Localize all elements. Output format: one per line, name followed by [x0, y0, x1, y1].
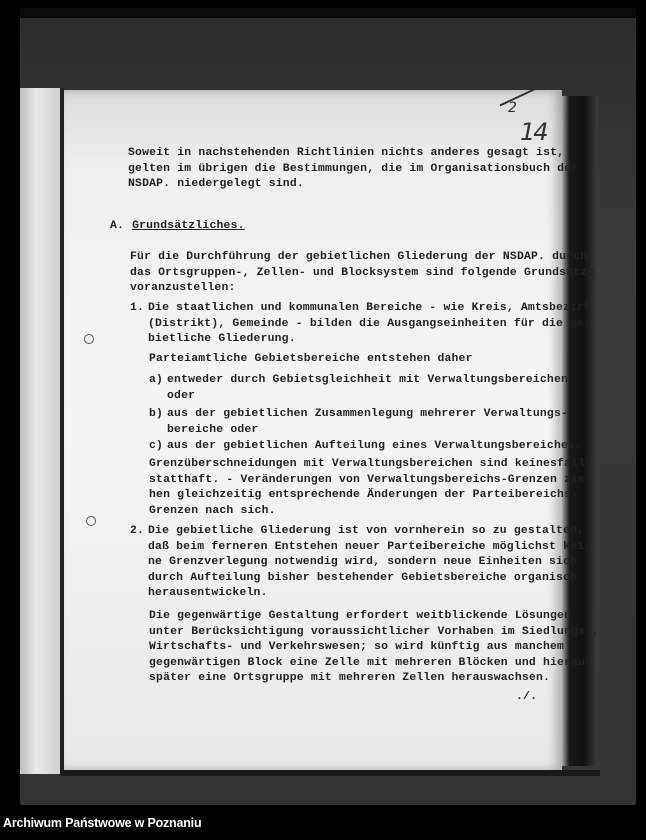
- continuation-mark: ./.: [516, 691, 538, 703]
- page-bottom-shadow: [60, 770, 600, 776]
- section-title: Grundsätzliches.: [132, 220, 245, 232]
- scan-top-edge: [20, 8, 636, 18]
- text-line: herausentwickeln.: [148, 587, 268, 599]
- subitem-label: c): [149, 440, 164, 452]
- item-number: 2.: [130, 525, 145, 537]
- text-line: gegenwärtigen Block eine Zelle mit mehreren Blöcken und hieraus: [149, 656, 593, 669]
- text-line: oder: [167, 389, 196, 402]
- item-1-closing-paragraph: [149, 457, 592, 519]
- text-line: Soweit in nachstehenden Richtlinien nichts anderes gesagt ist,: [128, 147, 565, 159]
- intro-paragraph: [128, 146, 578, 193]
- text-line: Grenzen nach sich.: [149, 504, 276, 517]
- text-line: gelten im übrigen die Bestimmungen, die im Organisationsbuch der: [128, 162, 579, 175]
- text-line: Die staatlichen und kommunalen Bereiche - wie Kreis, Amtsbezirk: [148, 302, 592, 314]
- text-line: später eine Ortsgruppe mit mehreren Zellen herauswachsen.: [149, 672, 551, 684]
- text-line: bereiche oder: [167, 423, 259, 436]
- subitem-label: b): [149, 408, 164, 420]
- item-2-closing-paragraph: [149, 609, 599, 687]
- binding-strip: [20, 88, 60, 774]
- paragraph-1: [130, 250, 594, 297]
- punch-hole-mark: [86, 516, 96, 526]
- text-line: bietliche Gliederung.: [148, 333, 296, 345]
- text-line: durch Aufteilung bisher bestehender Gebietsbereiche organisch: [148, 571, 578, 584]
- subitem-label: a): [149, 374, 164, 386]
- text-line: Wirtschafts- und Verkehrswesen; so wird künftig aus manchem: [149, 641, 565, 653]
- folio-old-number: 2: [508, 100, 517, 116]
- text-line: voranzustellen:: [130, 282, 236, 294]
- text-line: daß beim ferneren Entstehen neuer Parteibereiche möglichst kei-: [148, 540, 592, 553]
- text-line: aus der gebietlichen Aufteilung eines Verwaltungsbereiches.: [167, 440, 583, 452]
- subitems-intro: Parteiamtliche Gebietsbereiche entstehen daher: [149, 353, 473, 365]
- folio-new-number: 14: [520, 118, 547, 146]
- text-line: statthaft. - Veränderungen von Verwaltungsbereichs-Grenzen zie-: [149, 473, 593, 486]
- section-letter: A.: [110, 220, 125, 232]
- text-line: das Ortsgruppen-, Zellen- und Blocksystem sind folgende Grundsätze: [130, 266, 595, 279]
- section-heading: [110, 219, 245, 235]
- punch-hole-mark: [84, 334, 94, 344]
- text-line: hen gleichzeitig entsprechende Änderungen der Parteibereichs-: [149, 489, 579, 501]
- text-line: unter Berücksichtigung voraussichtlicher Vorhaben im Siedlungs-,: [149, 625, 600, 638]
- text-line: aus der gebietlichen Zusammenlegung mehrerer Verwaltungs-: [167, 408, 569, 420]
- archive-footer-label: Archiwum Państwowe w Poznaniu: [3, 816, 202, 830]
- item-number: 1.: [130, 302, 145, 314]
- text-line: NSDAP. niedergelegt sind.: [128, 178, 304, 190]
- text-line: Für die Durchführung der gebietlichen Gliederung der NSDAP. durch: [130, 251, 588, 263]
- text-line: Die gebietliche Gliederung ist von vornherein so zu gestalten,: [148, 525, 585, 537]
- text-line: Grenzüberschneidungen mit Verwaltungsbereichen sind keinesfalls: [149, 458, 593, 470]
- text-line: Die gegenwärtige Gestaltung erfordert weitblickende Lösungen: [149, 610, 572, 622]
- text-line: entweder durch Gebietsgleichheit mit Verwaltungsbereichen: [167, 374, 569, 386]
- text-line: ne Grenzverlegung notwendig wird, sondern neue Einheiten sich: [148, 556, 578, 568]
- text-line: (Distrikt), Gemeinde - bilden die Ausgangseinheiten für die ge-: [148, 317, 592, 330]
